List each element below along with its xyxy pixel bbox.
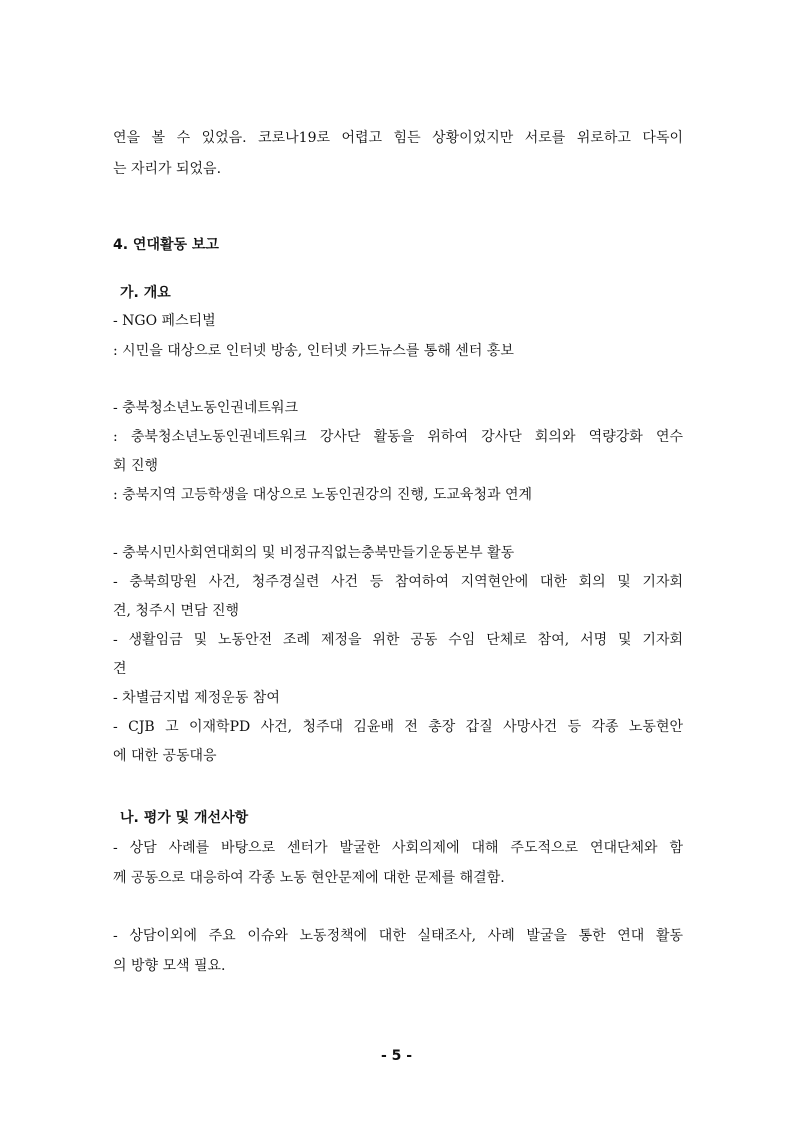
civic-item-3: - 차별금지법 제정운동 참여	[113, 690, 280, 706]
evaluation-heading: 나. 평가 및 개선사항	[120, 810, 249, 826]
network-title: - 충북청소년노동인권네트워크	[113, 400, 298, 416]
evaluation-item-1-line-1: - 상담 사례를 바탕으로 센터가 발굴한 사회의제에 대해 주도적으로 연대단체와 함	[113, 840, 683, 856]
civic-item-4-line-2: 에 대한 공동대응	[113, 748, 217, 764]
civic-title: - 충북시민사회연대회의 및 비정규직없는충북만들기운동본부 활동	[113, 545, 515, 561]
network-detail-1-line-2: 회 진행	[113, 458, 159, 474]
evaluation-item-2-line-2: 의 방향 모색 필요.	[113, 958, 226, 974]
ngo-detail: : 시민을 대상으로 인터넷 방송, 인터넷 카드뉴스를 통해 센터 홍보	[113, 343, 514, 359]
page-number: - 5 -	[380, 1048, 413, 1064]
civic-item-4-line-1: - CJB 고 이재학PD 사건, 청주대 김윤배 전 총장 갑질 사망사건 등 각종 노동현안	[113, 719, 683, 735]
network-detail-2: : 충북지역 고등학생을 대상으로 노동인권강의 진행, 도교육청과 연계	[113, 487, 532, 503]
evaluation-item-2-line-1: - 상담이외에 주요 이슈와 노동정책에 대한 실태조사, 사례 발굴을 통한 연대 활동	[113, 928, 683, 944]
civic-item-2-line-2: 견	[113, 661, 127, 677]
evaluation-item-1-line-2: 께 공동으로 대응하여 각종 노동 현안문제에 대한 문제를 해결함.	[113, 870, 505, 886]
network-detail-1-line-1: : 충북청소년노동인권네트워크 강사단 활동을 위하여 강사단 회의와 역량강화 연수	[113, 429, 683, 445]
civic-item-1-line-1: - 충북희망원 사건, 청주경실련 사건 등 참여하여 지역현안에 대한 회의 및 기자회	[113, 574, 683, 590]
intro-line-1: 연을 볼 수 있었음. 코로나19로 어렵고 힘든 상황이었지만 서로를 위로하고 다독이	[113, 130, 683, 146]
section-4-title: 4. 연대활동 보고	[113, 237, 219, 253]
intro-line-2: 는 자리가 되었음.	[113, 161, 222, 177]
civic-item-1-line-2: 견, 청주시 면담 진행	[113, 603, 239, 619]
civic-item-2-line-1: - 생활임금 및 노동안전 조례 제정을 위한 공동 수임 단체로 참여, 서명 및 기자회	[113, 632, 683, 648]
overview-heading: 가. 개요	[120, 285, 171, 301]
ngo-title: - NGO 페스티벌	[113, 313, 216, 329]
